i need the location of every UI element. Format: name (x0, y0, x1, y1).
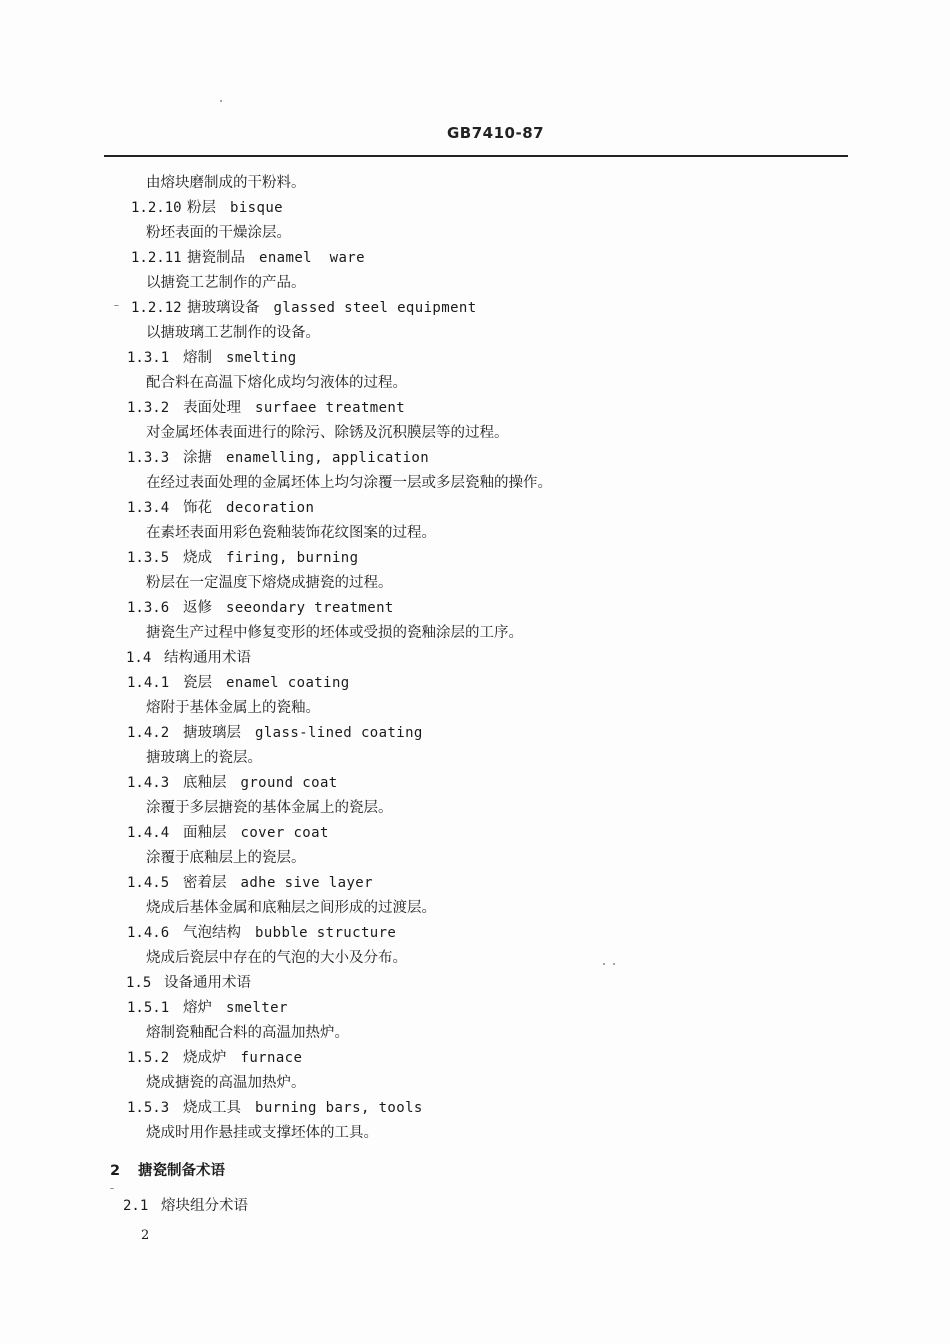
term-number: 1.3.2 (127, 400, 170, 416)
term-chinese: 涂搪 (183, 450, 212, 466)
section-title: 搪瓷制备术语 (138, 1163, 225, 1179)
definition-text: 粉坯表面的干燥涂层。 (146, 225, 291, 241)
definition-text: 涂覆于多层搪瓷的基体金属上的瓷层。 (146, 800, 393, 816)
definition-text: 烧成搪瓷的高温加热炉。 (146, 1075, 306, 1091)
term-number: 1.4.6 (127, 925, 170, 941)
section-heading (126, 648, 251, 668)
term-number: 1.3.6 (127, 600, 170, 616)
section-title: 熔块组分术语 (161, 1198, 248, 1214)
scan-speck (613, 963, 615, 965)
term-english: smelter (226, 1000, 288, 1016)
term-entry (127, 348, 297, 368)
header-rule (104, 155, 848, 157)
term-chinese: 搪玻璃层 (183, 725, 241, 741)
section-number: 1.4 (126, 650, 152, 666)
definition-text: 由熔块磨制成的干粉料。 (146, 175, 306, 191)
term-entry (131, 198, 283, 218)
term-entry (127, 548, 358, 568)
term-english: adhe sive layer (240, 875, 373, 891)
term-entry (131, 298, 477, 318)
term-number: 1.4.4 (127, 825, 170, 841)
term-chinese: 底釉层 (183, 775, 227, 791)
definition-text: 在素坯表面用彩色瓷釉装饰花纹图案的过程。 (146, 525, 436, 541)
term-entry (127, 1048, 302, 1068)
scan-speck (220, 100, 222, 102)
term-english: firing, burning (226, 550, 359, 566)
section-heading (126, 973, 251, 993)
term-number: 1.5.1 (127, 1000, 170, 1016)
term-entry (127, 998, 288, 1018)
term-chinese: 烧成炉 (183, 1050, 227, 1066)
definition-text: 搪瓷生产过程中修复变形的坯体或受损的瓷釉涂层的工序。 (146, 625, 523, 641)
term-entry (127, 673, 350, 693)
term-entry (127, 398, 405, 418)
term-number: 1.5.3 (127, 1100, 170, 1116)
term-english: ground coat (240, 775, 338, 791)
page-number: 2 (141, 1228, 150, 1243)
term-english: enamel coating (226, 675, 350, 691)
section-title: 设备通用术语 (164, 975, 251, 991)
section-heading (123, 1196, 248, 1216)
section-number: 2 (110, 1163, 121, 1179)
term-entry (127, 1098, 423, 1118)
term-chinese: 瓷层 (183, 675, 212, 691)
definition-text: 以搪玻璃工艺制作的设备。 (146, 325, 320, 341)
term-number: 1.4.1 (127, 675, 170, 691)
term-english: glassed steel equipment (273, 300, 477, 316)
term-number: 1.3.5 (127, 550, 170, 566)
term-entry (131, 248, 365, 268)
term-chinese: 搪玻璃设备 (187, 300, 260, 316)
definition-text: 烧成后瓷层中存在的气泡的大小及分布。 (146, 950, 407, 966)
term-number: 1.4.3 (127, 775, 170, 791)
definition-text: 在经过表面处理的金属坯体上均匀涂覆一层或多层瓷釉的操作。 (146, 475, 552, 491)
term-entry (127, 723, 423, 743)
term-english: surfaee treatment (255, 400, 406, 416)
term-chinese: 粉层 (187, 200, 216, 216)
definition-text: 粉层在一定温度下熔烧成搪瓷的过程。 (146, 575, 393, 591)
term-english: bisque (230, 200, 283, 216)
term-english: enamelling, application (226, 450, 430, 466)
term-english: smelting (226, 350, 297, 366)
term-chinese: 搪瓷制品 (187, 250, 245, 266)
term-chinese: 熔炉 (183, 1000, 212, 1016)
term-english: enamel ware (259, 250, 365, 266)
chapter-heading (110, 1161, 225, 1181)
scan-speck (114, 305, 119, 306)
term-english: seeondary treatment (226, 600, 394, 616)
definition-text: 搪玻璃上的瓷层。 (146, 750, 262, 766)
term-entry (127, 873, 373, 893)
term-chinese: 返修 (183, 600, 212, 616)
term-chinese: 密着层 (183, 875, 227, 891)
term-english: burning bars, tools (255, 1100, 423, 1116)
scan-speck (110, 1188, 114, 1189)
term-number: 1.5.2 (127, 1050, 170, 1066)
term-number: 1.3.1 (127, 350, 170, 366)
term-chinese: 烧成 (183, 550, 212, 566)
term-english: glass-lined coating (255, 725, 423, 741)
term-english: decoration (226, 500, 315, 516)
definition-text: 配合料在高温下熔化成均匀液体的过程。 (146, 375, 407, 391)
term-entry (127, 498, 314, 518)
term-number: 1.4.5 (127, 875, 170, 891)
term-number: 1.2.11 (131, 250, 182, 266)
definition-text: 烧成时用作悬挂或支撑坯体的工具。 (146, 1125, 378, 1141)
term-english: cover coat (240, 825, 329, 841)
term-entry (127, 773, 338, 793)
term-entry (127, 823, 329, 843)
term-number: 1.2.12 (131, 300, 182, 316)
term-chinese: 烧成工具 (183, 1100, 241, 1116)
term-chinese: 饰花 (183, 500, 212, 516)
term-english: bubble structure (255, 925, 397, 941)
term-english: furnace (240, 1050, 303, 1066)
term-entry (127, 448, 429, 468)
section-number: 1.5 (126, 975, 152, 991)
term-chinese: 气泡结构 (183, 925, 241, 941)
definition-text: 熔制瓷釉配合料的高温加热炉。 (146, 1025, 349, 1041)
term-number: 1.2.10 (131, 200, 182, 216)
section-number: 2.1 (123, 1198, 149, 1214)
term-chinese: 表面处理 (183, 400, 241, 416)
definition-text: 熔附于基体金属上的瓷釉。 (146, 700, 320, 716)
term-number: 1.4.2 (127, 725, 170, 741)
term-chinese: 面釉层 (183, 825, 227, 841)
definition-text: 涂覆于底釉层上的瓷层。 (146, 850, 306, 866)
term-entry (127, 923, 396, 943)
section-title: 结构通用术语 (164, 650, 251, 666)
term-number: 1.3.3 (127, 450, 170, 466)
definition-text: 以搪瓷工艺制作的产品。 (146, 275, 306, 291)
definition-text: 烧成后基体金属和底釉层之间形成的过渡层。 (146, 900, 436, 916)
scan-speck (603, 963, 605, 965)
term-number: 1.3.4 (127, 500, 170, 516)
term-entry (127, 598, 394, 618)
definition-text: 对金属坯体表面进行的除污、除锈及沉积膜层等的过程。 (146, 425, 509, 441)
document-code: GB7410-87 (447, 124, 545, 142)
term-chinese: 熔制 (183, 350, 212, 366)
